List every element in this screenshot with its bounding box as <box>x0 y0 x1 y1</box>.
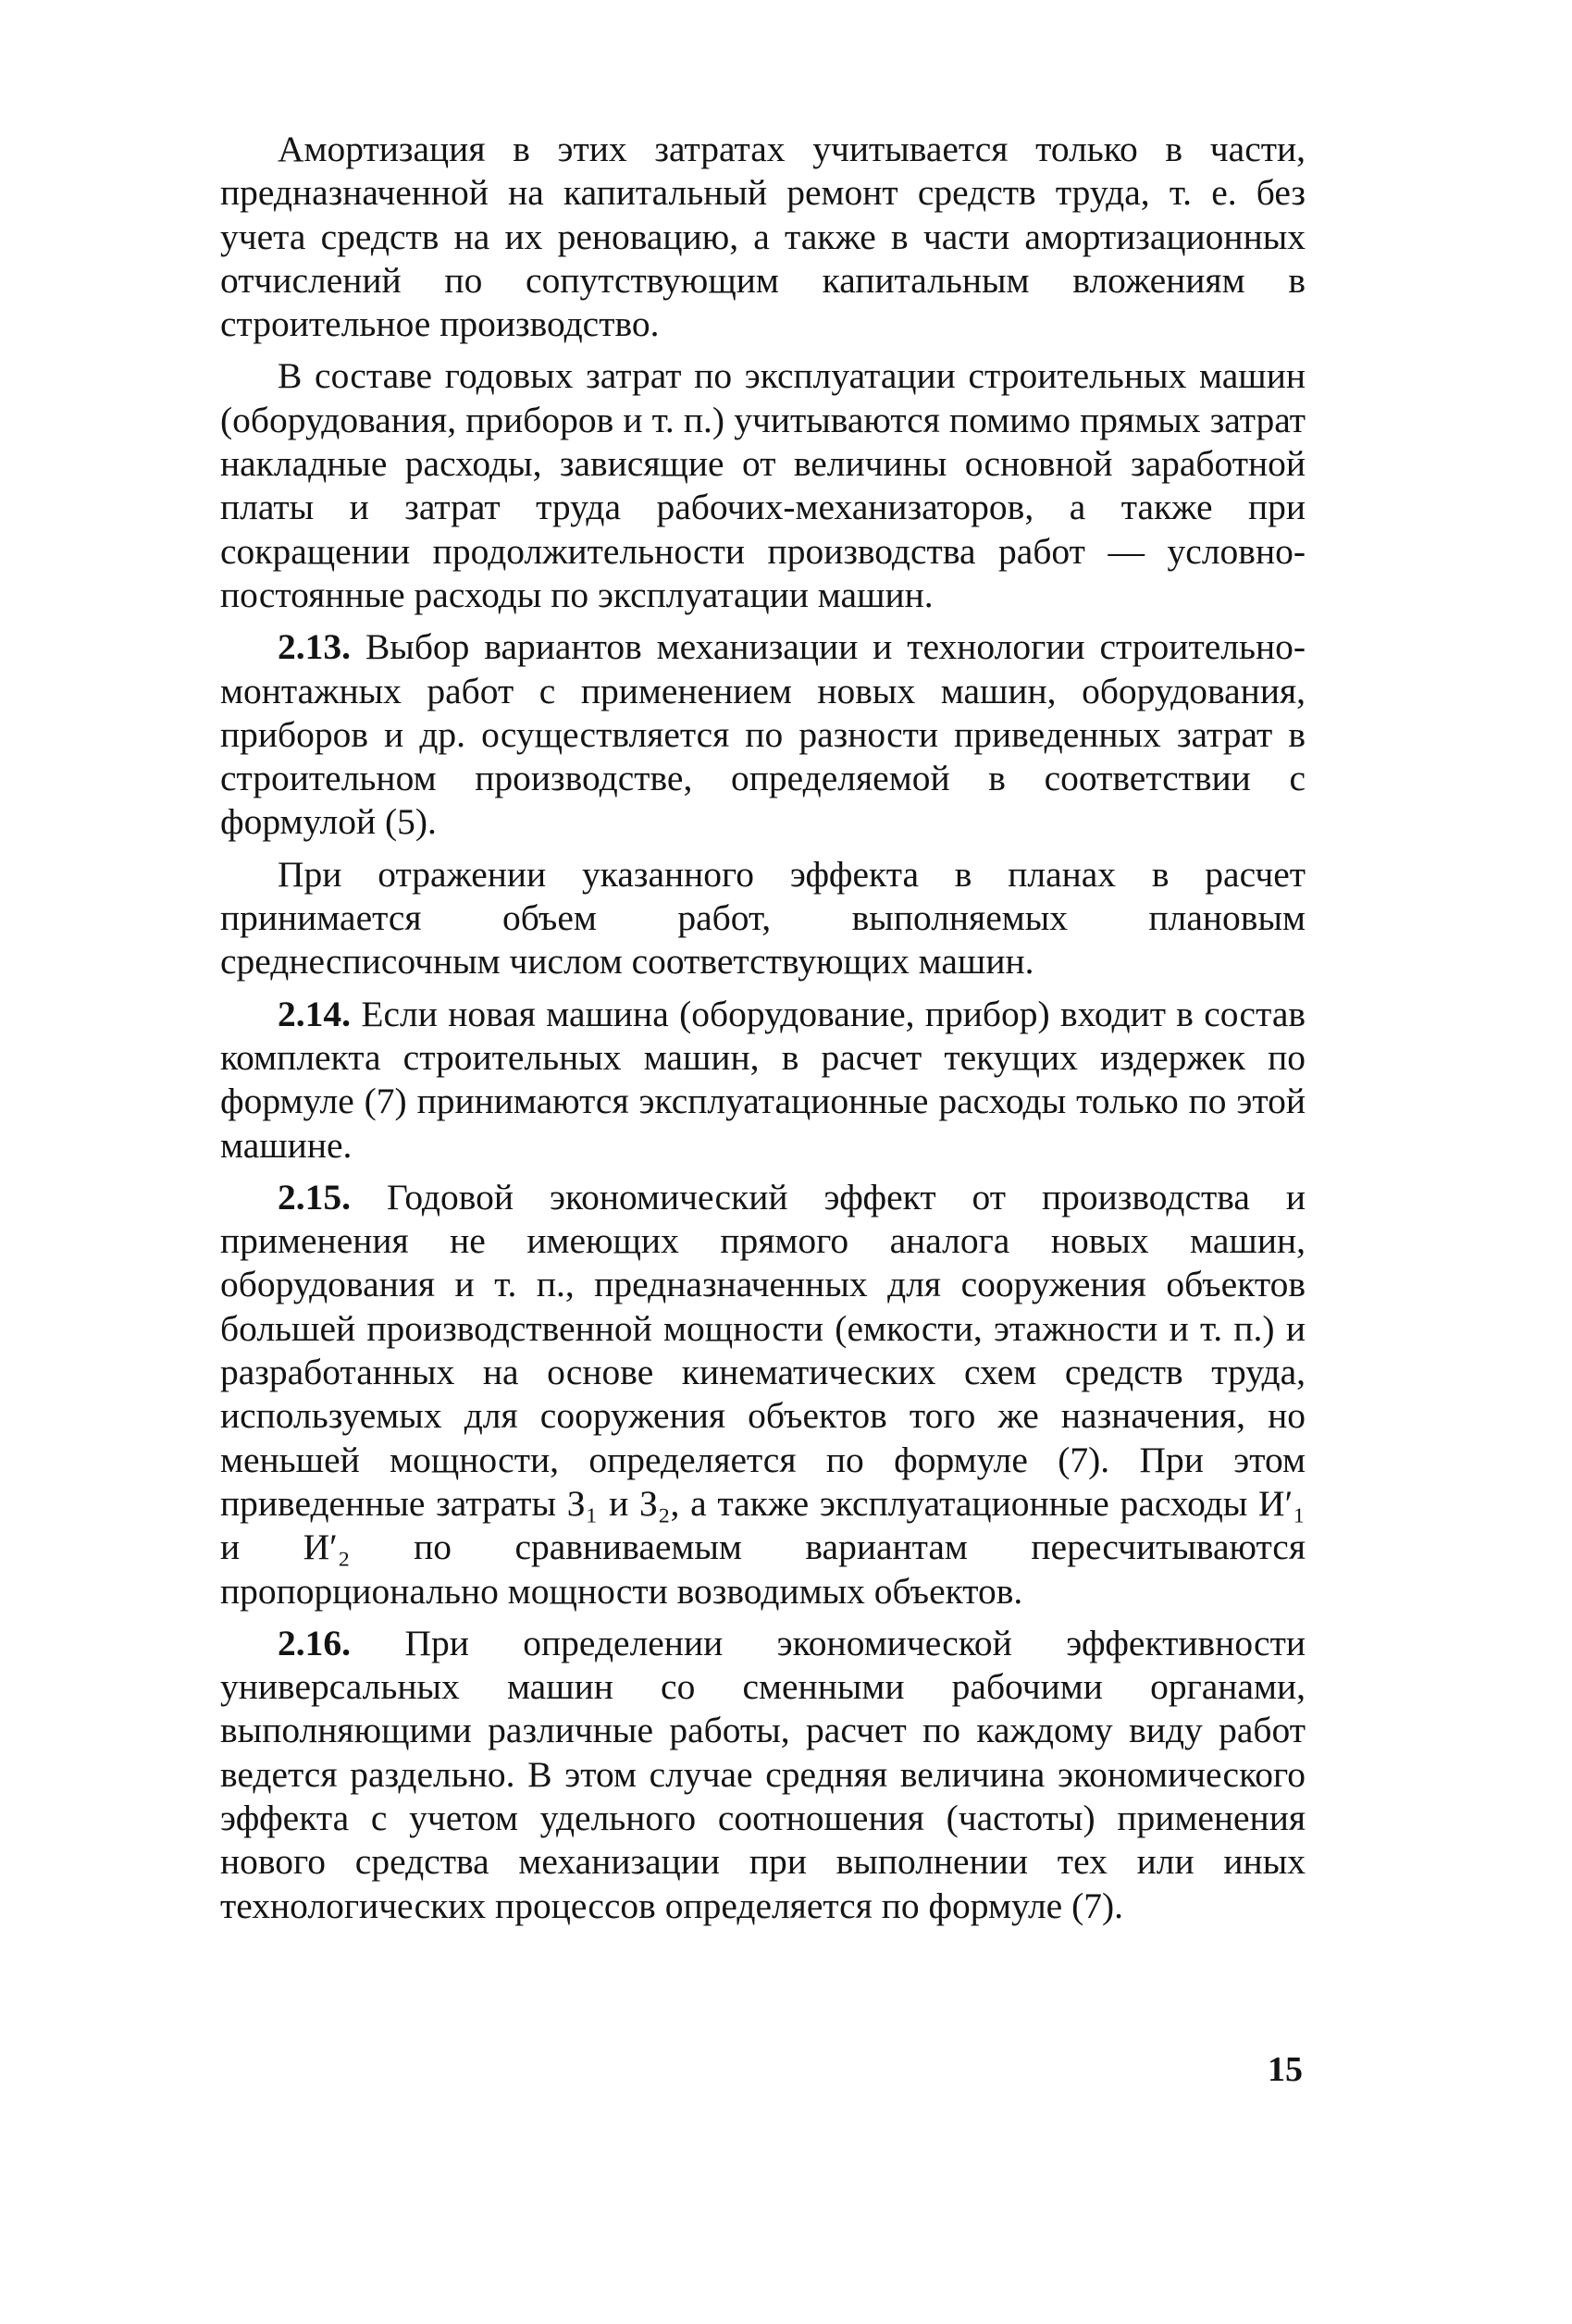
paragraph-2-14 <box>220 993 1306 1168</box>
paragraph-number: 2.15. <box>278 1176 351 1218</box>
paragraph-2-16 <box>220 1622 1306 1928</box>
paragraph-text: Годовой экономический эффект от производства и применения не имеющих прямого аналога новых машин, оборудования и т. п., предназначенных для сооружения объектов большей производственной мощности (емкости, этажности и т. п.) и разработанных на основе кинематических схем средств труда, используемых для сооружения объектов того же назначения, но меньшей мощности, определяется по формуле (7). При этом приведенные затраты З₁ и З₂, а также эксплуатационные расходы И′₁ и И′₂ по сравниваемым вариантам пересчитываются пропорционально мощности возводимых объектов. <box>220 1176 1306 1612</box>
paragraph-text: В составе годовых затрат по эксплуатации строительных машин (оборудования, приборов и т. п.) учитываются помимо прямых затрат накладные расходы, зависящие от величины основной заработной платы и затрат труда рабочих-механизаторов, а также при сокращении продолжительности производства работ — условно-постоянные расходы по эксплуатации машин. <box>220 355 1306 615</box>
paragraph-plans <box>220 853 1306 984</box>
paragraph-text: При отражении указанного эффекта в планах в расчет принимается объем работ, выполняемых плановым среднесписочным числом соответствующих машин. <box>220 853 1306 983</box>
paragraph-2-13 <box>220 625 1306 844</box>
paragraph-annual-costs <box>220 354 1306 617</box>
paragraph-text: При определении экономической эффективности универсальных машин со сменными рабочими органами, выполняющими различные работы, расчет по каждому виду работ ведется раздельно. В этом случае средняя величина экономического эффекта с учетом удельного соотношения (частоты) применения нового средства механизации при выполнении тех или иных технологических процессов определяется по формуле (7). <box>220 1622 1306 1926</box>
body-text <box>220 128 1306 1936</box>
page-number: 15 <box>1268 2050 1303 2089</box>
paragraph-number: 2.16. <box>278 1622 351 1663</box>
paragraph-2-15 <box>220 1176 1306 1613</box>
paragraph-number: 2.14. <box>278 993 351 1034</box>
paragraph-amortization <box>220 128 1306 346</box>
paragraph-number: 2.13. <box>278 626 351 668</box>
paragraph-text: Выбор вариантов механизации и технологии строительно-монтажных работ с применением новых машин, оборудования, приборов и др. осуществляется по разности приведенных затрат в строительном производстве, определяемой в соответствии с формулой (5). <box>220 626 1306 843</box>
paragraph-text: Если новая машина (оборудование, прибор) входит в состав комплекта строительных машин, в расчет текущих издержек по формуле (7) принимаются эксплуатационные расходы только по этой машине. <box>220 993 1306 1166</box>
paragraph-text: Амортизация в этих затратах учитывается только в части, предназначенной на капитальный ремонт средств труда, т. е. без учета средств на их реновацию, а также в части амортизационных отчислений по сопутствующим капитальным вложениям в строительное производство. <box>220 129 1306 345</box>
